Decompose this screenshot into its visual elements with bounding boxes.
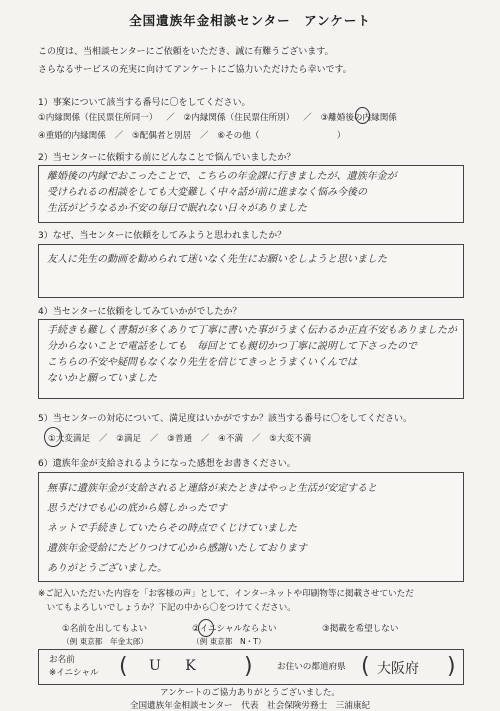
q4-answer (47, 323, 457, 387)
separator: ／ (149, 434, 159, 444)
q3-answer-box[interactable] (38, 244, 464, 298)
footer-thanks: アンケートのご協力ありがとうございました。 (160, 688, 340, 698)
q2-answer-box[interactable] (38, 165, 464, 223)
answer-line: 友人に先生の動画を勧められて迷いなく先生にお願いをしようと思いました (47, 254, 387, 265)
publish-option-3[interactable] (322, 622, 398, 634)
q5-options (48, 432, 317, 444)
q2-answer (47, 169, 457, 217)
prefecture-label: お住いの都道府県 (277, 662, 346, 672)
separator: ／ (98, 434, 108, 444)
separator: ／ (166, 113, 175, 123)
separator: ／ (251, 434, 261, 444)
answer-line: こちらの不安や疑問もなくなり先生を信じてきっとうまくいくんでは (47, 357, 357, 368)
note-line: ※ご記入いただいた内容を「お客様の声」として、インターネットや印刷物等に掲載させていただ (38, 589, 414, 599)
name-label-sub: ※イニシャル (49, 668, 99, 678)
q1-option[interactable]: ⑤配偶者と別居 (131, 131, 192, 141)
publish-option-1[interactable] (62, 622, 148, 647)
answer-line: 遺族年金受給にたどりつけて心から感謝いたしております (47, 543, 307, 554)
q1-options-row1 (38, 111, 403, 123)
prefecture-field[interactable]: 大阪府 (377, 661, 419, 677)
q2-question: 2）当センターに依頼する前にどんなことで悩んでいましたか？ (38, 153, 296, 163)
separator: ／ (303, 113, 312, 123)
q1-question: 1）事案について該当する番号に〇をしてください。 (38, 98, 251, 108)
q1-option[interactable]: ①内縁関係（住民票住所同一） (38, 113, 158, 123)
q6-answer-box[interactable] (38, 472, 464, 582)
selection-circle (44, 427, 62, 447)
publish-option-example: （例 東京都 年金太郎） (62, 637, 148, 646)
answer-line: 思うだけでも心の底から嬉しかったです (47, 503, 227, 514)
q1-option[interactable]: ②内縁関係（住民票住所別） (183, 113, 295, 123)
publish-option-label: ③掲載を希望しない (322, 624, 399, 634)
name-box (38, 649, 464, 685)
q1-options-row2 (38, 129, 351, 141)
selection-circle (355, 107, 370, 124)
footer-org: 全国遺族年金相談センター 代表 社会保険労務士 三浦康紀 (129, 701, 371, 711)
publish-option-example: （例 東京都 N・T） (192, 637, 266, 646)
answer-line: 手続きも難しく書類が多くありて丁寧に書いた事がうまく伝わるか正直不安もありましたが (47, 325, 457, 336)
answer-line: ありがとうございました。 (47, 563, 167, 574)
publish-note (38, 587, 414, 615)
q3-question: 3）なぜ、当センターに依頼をしてみようと思われましたか？ (38, 231, 287, 241)
name-label (49, 654, 99, 680)
bracket-close: ) (244, 654, 253, 679)
publish-option-label: ②イニシャルならよい (192, 624, 277, 634)
q6-answer (47, 479, 457, 579)
q5-option-selected[interactable]: ①大変満足 (48, 434, 91, 444)
q3-answer (47, 252, 457, 268)
q4-question: 4）当センターに依頼をしてみていかがでしたか？ (38, 307, 242, 317)
intro-line: さらなるサービスの充実に向けてアンケートにご協力いただけたら幸いです。 (38, 65, 352, 75)
q6-question: 6）遺族年金が支給されるようになった感想をお書きください。 (38, 459, 296, 469)
separator: ／ (199, 131, 209, 141)
intro-line: この度は、当相談センターにご依頼をいただき、誠に有難うございます。 (38, 47, 334, 57)
answer-line: 生活がどうなるか不安の毎日で眠れない日々がありました (47, 203, 307, 214)
separator: ／ (114, 131, 124, 141)
intro-text (38, 43, 352, 79)
answer-line: 受けられるの相談をしても大変難しく中々話が前に進まなく悩み今後の (47, 187, 367, 198)
q1-option[interactable]: ⑥その他（ (217, 131, 260, 141)
q5-option[interactable]: ④不満 (218, 434, 244, 444)
page-title: 全国遺族年金相談センター アンケート (129, 13, 371, 28)
q1-option[interactable]: ④重婚的内縁関係 (38, 131, 106, 141)
bracket-close: ) (447, 654, 456, 679)
answer-line: 無事に遺族年金が支給されると連絡が来たときはやっと生活が安定すると (47, 483, 377, 494)
q1-option-selected[interactable]: ③離婚後の内縁関係 (320, 113, 397, 123)
q4-answer-box[interactable] (38, 319, 464, 399)
bracket-open: ( (119, 654, 128, 679)
answer-line: 分からないことで電話をしても 毎回とても親切かつ丁寧に説明して下さったので (47, 341, 417, 352)
initial-field[interactable]: U K (149, 658, 206, 674)
bracket-open: ( (361, 654, 370, 679)
q5-option[interactable]: ⑤大変不満 (269, 434, 312, 444)
answer-line: ないかと願っていました (47, 373, 157, 384)
name-label-main: お名前 (49, 655, 75, 665)
answer-line: ネットで手続きしていたらその時点でくじけていました (47, 523, 297, 534)
separator: ／ (200, 434, 210, 444)
q5-question: 5）当センターの対応について、満足度はいかがですか？該当する番号に〇をしてください。 (38, 414, 413, 424)
note-line: いてもよろしいでしょうか？下記の中から〇をつけてください。 (38, 603, 296, 613)
q5-option[interactable]: ③普通 (167, 434, 193, 444)
publish-option-label: ①名前を出してもよい (62, 624, 148, 634)
q5-option[interactable]: ②満足 (116, 434, 142, 444)
answer-line: 離婚後の内縁でおこったことで、こちらの年金課に行きましたが、遺族年金が (47, 171, 397, 182)
q1-option-close: ） (336, 131, 346, 141)
selection-circle (198, 619, 214, 637)
